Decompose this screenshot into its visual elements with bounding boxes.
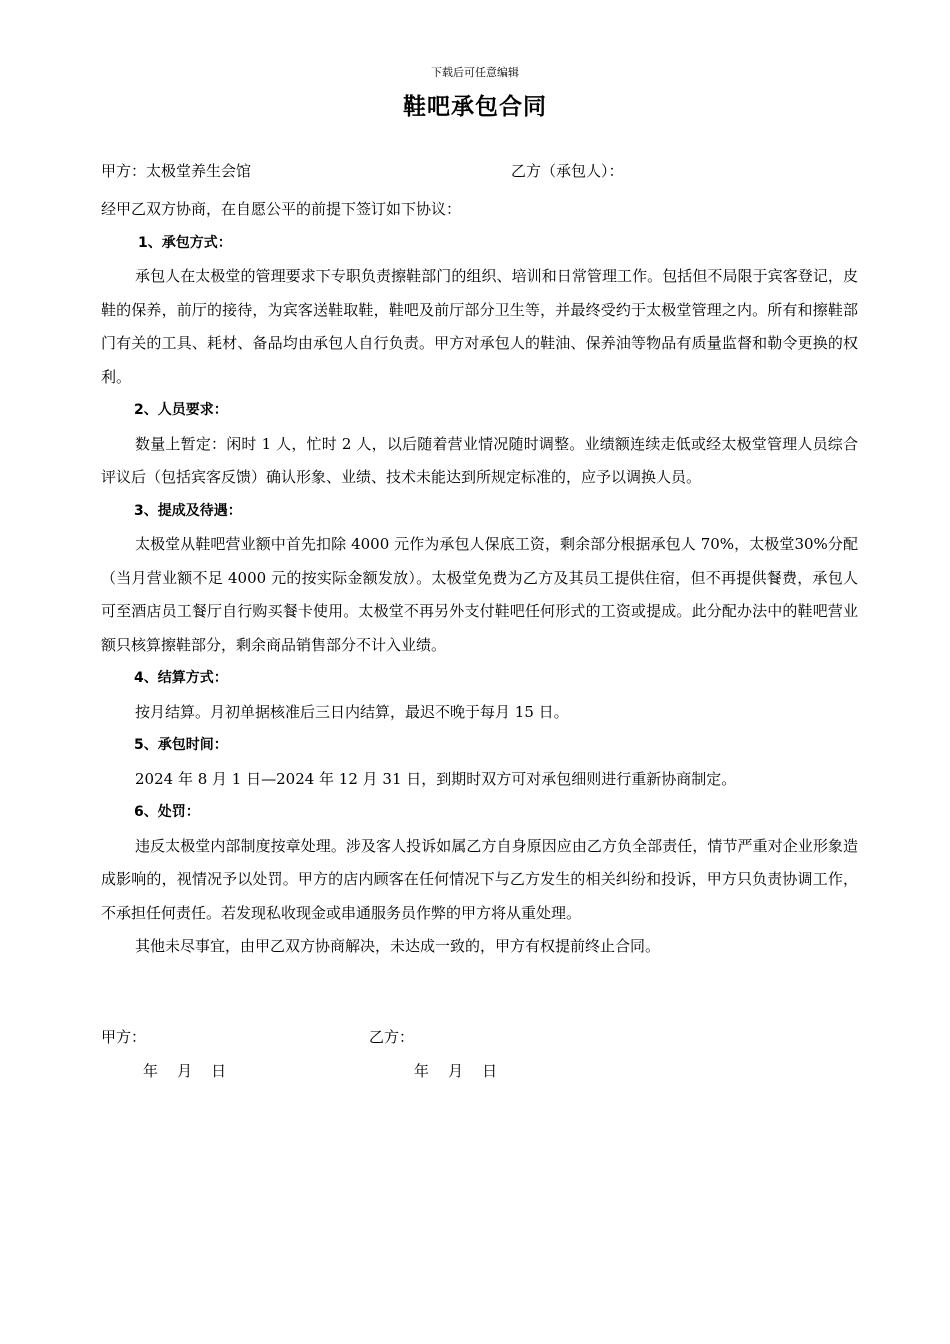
contract-body (101, 193, 858, 964)
section-heading-commission: 3、提成及待遇： (134, 502, 242, 519)
document-title: 鞋吧承包合同 (403, 94, 547, 120)
signature-party-a: 甲方： (101, 1028, 147, 1046)
date-party-a: 年 月 日 (143, 1062, 227, 1080)
section-heading-settlement: 4、结算方式： (134, 670, 228, 686)
section-heading-staffing: 2、人员要求： (134, 402, 228, 418)
section-paragraph: 承包人在太极堂的管理要求下专职负责擦鞋部门的组织、培训和日常管理工作。包括但不局限于宾客登记，皮鞋的保养，前厅的接待，为宾客送鞋取鞋，鞋吧及前厅部分卫生等，并最终受约于太极堂管理之内。所有和擦鞋部门有关的工具、耗材、备品均由承包人自行负责。甲方对承包人的鞋油、保养油等物品有质量监督和勒令更换的权利。 (101, 267, 858, 386)
section-heading-contract-method: 1、承包方式： (138, 234, 232, 251)
signature-party-b: 乙方： (369, 1028, 415, 1046)
intro-paragraph: 经甲乙双方协商，在自愿公平的前提下签订如下协议： (101, 200, 462, 218)
section-paragraph: 2024 年 8 月 1 日—2024 年 12 月 31 日，到期时双方可对承包细则进行重新协商制定。 (135, 769, 737, 788)
closing-paragraph: 其他未尽事宜，由甲乙双方协商解决，未达成一致的，甲方有权提前终止合同。 (135, 937, 661, 955)
section-paragraph: 按月结算。月初单据核准后三日内结算，最迟不晚于每月 15 日。 (135, 702, 569, 721)
section-heading-term: 5、承包时间： (134, 737, 228, 753)
date-party-b: 年 月 日 (414, 1062, 498, 1080)
parties-line (101, 160, 861, 182)
signature-block (101, 1026, 861, 1086)
section-paragraph: 违反太极堂内部制度按章处理。涉及客人投诉如属乙方自身原因应由乙方负全部责任，情节严重对企业形象造成影响的，视情况予以处罚。甲方的店内顾客在任何情况下与乙方发生的相关纠纷和投诉，甲方只负责协调工作，不承担任何责任。若发现私收现金或串通服务员作弊的甲方将从重处理。 (101, 836, 858, 922)
party-a-label: 甲方：太极堂养生会馆 (101, 162, 252, 180)
header-note: 下载后可任意编辑 (431, 66, 519, 79)
section-paragraph: 太极堂从鞋吧营业额中首先扣除 4000 元作为承包人保底工资，剩余部分根据承包人 70%，太极堂30%分配（当月营业额不足 4000 元的按实际金额发放）。太极堂免费为乙方及其员工提供住宿，但不再提供餐费，承包人可至酒店员工餐厅自行购买餐卡使用。太极堂不再另外支付鞋吧任何形式的工资或提成。此分配办法中的鞋吧营业额只核算擦鞋部分，剩余商品销售部分不计入业绩。 (101, 535, 858, 654)
party-b-label: 乙方（承包人）： (511, 162, 624, 180)
section-paragraph: 数量上暂定：闲时 1 人，忙时 2 人，以后随着营业情况随时调整。业绩额连续走低或经太极堂管理人员综合评议后（包括宾客反馈）确认形象、业绩、技术未能达到所规定标准的，应予以调换人员。 (101, 434, 858, 486)
section-heading-penalty: 6、处罚： (134, 804, 200, 820)
